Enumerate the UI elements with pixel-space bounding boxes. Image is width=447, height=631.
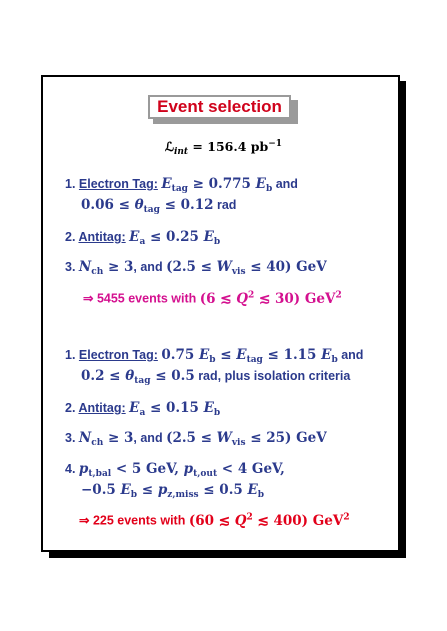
set2-criterion-2: 2. Antitag: $E_a \le 0.15$ $E_b$ (65, 400, 221, 418)
set2-criterion-1-cont: $0.2 \le \theta_{tag} \le 0.5$ rad, plus isolation criteria (81, 368, 351, 386)
luminosity: ℒ$_{int}$ = 156.4 $pb^{-1}$ (164, 139, 283, 158)
slide-title: Event selection (148, 95, 291, 119)
set2-criterion-3: 3. $N_{ch} \ge 3$, and $(2.5 \le W_{vis} \le 25)$ GeV (65, 430, 327, 448)
set1-result: ⇒ 5455 events with (6 ≲ $Q^2$ ≲ 30) GeV$^2$ (83, 290, 342, 307)
set2-result: ⇒ 225 events with (60 ≲ $Q^2$ ≲ 400) GeV$^2$ (79, 512, 350, 529)
set1-criterion-1-cont: $0.06 \le \theta_{tag} \le 0.12$ rad (81, 197, 237, 215)
set2-criterion-1: 1. Electron Tag: 0.75 $E_b \le E_{tag} \le 1.15$ $E_b$ and (65, 347, 364, 365)
set1-criterion-3: 3. $N_{ch} \ge 3$, and $(2.5 \le W_{vis} \le 40)$ GeV (65, 259, 327, 277)
set1-criterion-2: 2. Antitag: $E_a \le 0.25$ $E_b$ (65, 229, 221, 247)
set2-criterion-4-cont: −0.5 $E_b \le p_{z,miss} \le 0.5$ $E_b$ (81, 482, 265, 500)
set1-criterion-1: 1. Electron Tag: $E_{tag} \ge 0.775$ $E_b$ and (65, 176, 298, 194)
set2-criterion-4: 4. $p_{t,bal} < 5$ GeV, $p_{t,out} < 4$ GeV, (65, 461, 285, 479)
